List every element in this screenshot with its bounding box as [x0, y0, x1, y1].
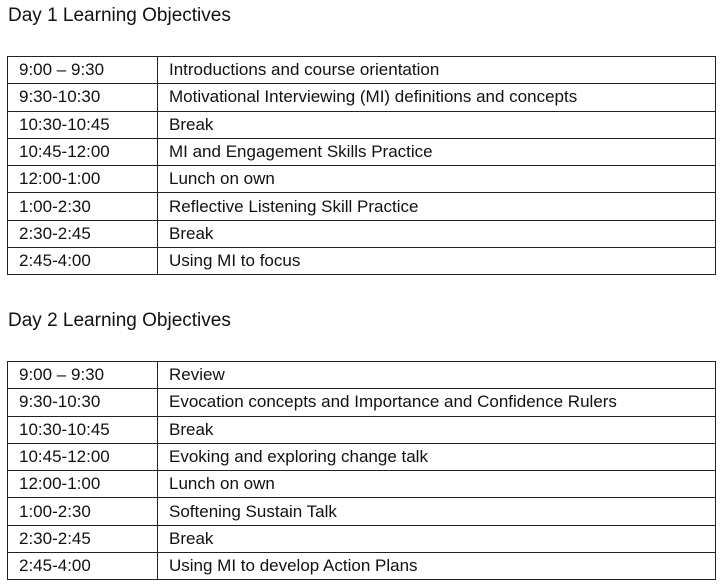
time-cell: 2:30-2:45 [8, 220, 158, 247]
table-row [8, 525, 716, 552]
table-row [8, 416, 716, 443]
activity-cell: Reflective Listening Skill Practice [158, 193, 716, 220]
time-cell: 2:30-2:45 [8, 525, 158, 552]
time-cell: 1:00-2:30 [8, 498, 158, 525]
activity-cell: Lunch on own [158, 166, 716, 193]
activity-cell: MI and Engagement Skills Practice [158, 138, 716, 165]
table-row [8, 498, 716, 525]
table-row [8, 57, 716, 84]
time-cell: 10:30-10:45 [8, 111, 158, 138]
table-row [8, 111, 716, 138]
time-cell: 10:45-12:00 [8, 443, 158, 470]
activity-cell: Break [158, 525, 716, 552]
table-row [8, 389, 716, 416]
activity-cell: Break [158, 220, 716, 247]
table-row [8, 553, 716, 580]
table-row [8, 84, 716, 111]
table-row [8, 443, 716, 470]
day1-heading: Day 1 Learning Objectives [8, 5, 231, 26]
time-cell: 2:45-4:00 [8, 553, 158, 580]
activity-cell: Review [158, 362, 716, 389]
time-cell: 9:30-10:30 [8, 84, 158, 111]
table-row [8, 248, 716, 275]
time-cell: 12:00-1:00 [8, 166, 158, 193]
activity-cell: Using MI to develop Action Plans [158, 553, 716, 580]
day1-schedule-table [7, 56, 716, 275]
activity-cell: Using MI to focus [158, 248, 716, 275]
table-row [8, 138, 716, 165]
time-cell: 1:00-2:30 [8, 193, 158, 220]
activity-cell: Lunch on own [158, 471, 716, 498]
table-row [8, 362, 716, 389]
activity-cell: Motivational Interviewing (MI) definitions and concepts [158, 84, 716, 111]
table-row [8, 471, 716, 498]
activity-cell: Evoking and exploring change talk [158, 443, 716, 470]
time-cell: 9:30-10:30 [8, 389, 158, 416]
activity-cell: Break [158, 416, 716, 443]
time-cell: 10:30-10:45 [8, 416, 158, 443]
activity-cell: Softening Sustain Talk [158, 498, 716, 525]
table-row [8, 220, 716, 247]
time-cell: 12:00-1:00 [8, 471, 158, 498]
time-cell: 2:45-4:00 [8, 248, 158, 275]
time-cell: 10:45-12:00 [8, 138, 158, 165]
activity-cell: Introductions and course orientation [158, 57, 716, 84]
day2-schedule-table [7, 361, 716, 580]
table-row [8, 193, 716, 220]
activity-cell: Evocation concepts and Importance and Confidence Rulers [158, 389, 716, 416]
day2-heading: Day 2 Learning Objectives [8, 310, 231, 331]
time-cell: 9:00 – 9:30 [8, 57, 158, 84]
table-row [8, 166, 716, 193]
time-cell: 9:00 – 9:30 [8, 362, 158, 389]
activity-cell: Break [158, 111, 716, 138]
